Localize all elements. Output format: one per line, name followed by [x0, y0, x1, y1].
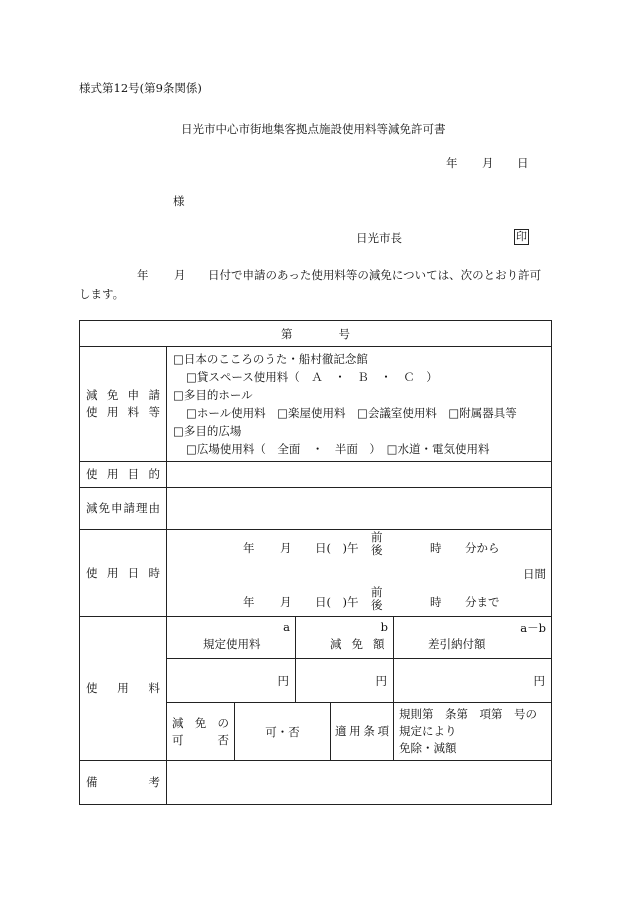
fee-header-row [80, 617, 552, 659]
request-options [167, 347, 552, 462]
issuer: 日光市長 [356, 231, 402, 245]
intro-month: 月 [174, 268, 186, 282]
datetime-cell [167, 530, 552, 617]
dt1-am: 前 [371, 530, 383, 544]
option-rental-space[interactable]: □貸スペース使用料（ Ａ ・ Ｂ ・ Ｃ ） [186, 370, 438, 384]
seal-text: 印 [516, 230, 527, 243]
fee-c-yen: 円 [533, 673, 545, 688]
dt1-hour: 時 [430, 541, 442, 555]
clause-line2: 規定により [399, 724, 457, 738]
dt2-day: 日( )午 [315, 595, 359, 609]
clause-line3: 免除・減額 [399, 741, 457, 755]
dt2-pm: 後 [371, 598, 383, 612]
fee-b-yen: 円 [375, 673, 387, 688]
number-left: 第 [281, 326, 293, 341]
option-plaza[interactable]: □多目的広場 [173, 424, 242, 438]
intro-line2: します。 [79, 287, 125, 301]
clause-text [394, 703, 552, 761]
fee-a-yen: 円 [277, 673, 289, 688]
option-hall-items[interactable]: □ホール使用料 □楽屋使用料 □会議室使用料 □附属器具等 [186, 406, 517, 420]
number-right: 号 [338, 326, 350, 341]
clause-line1: 規則第 条第 項第 号の [399, 707, 537, 721]
reason-label: 減免申請理由 [80, 488, 167, 530]
fee-c-header [394, 617, 552, 659]
fee-c-letter: a－b [520, 621, 546, 635]
date-year: 年 [446, 156, 458, 170]
dt2-month: 月 [280, 595, 292, 609]
fee-c-amount[interactable] [394, 659, 552, 703]
permit-form-table [79, 320, 552, 805]
approval-label-line1: 減免の [172, 715, 229, 730]
dt2-year: 年 [243, 595, 255, 609]
reason-value[interactable] [167, 488, 552, 530]
fee-a-header [167, 617, 296, 659]
remarks-label: 備考 [80, 761, 167, 805]
dt1-ampm [371, 531, 383, 557]
option-hall[interactable]: □多目的ホール [173, 388, 253, 402]
approval-label-line2: 可否 [172, 732, 229, 747]
datetime-label: 使用日時 [80, 530, 167, 617]
request-label-line2: 使用料等 [86, 405, 160, 419]
fee-label: 使用料 [80, 617, 167, 761]
remarks-row [80, 761, 552, 805]
addressee-suffix: 様 [173, 194, 185, 208]
date-month: 月 [482, 156, 494, 170]
number-row [80, 321, 552, 347]
fee-b-header [296, 617, 394, 659]
fee-a-letter: a [283, 620, 290, 634]
intro-text: 日付で申請のあった使用料等の減免については、次のとおり許可 [208, 268, 542, 282]
option-museum[interactable]: □日本のこころのうた・船村徹記念館 [173, 352, 368, 366]
seal-mark [514, 229, 529, 245]
document-title: 日光市中心市街地集客拠点施設使用料等減免許可書 [181, 122, 446, 136]
number-cell [80, 321, 552, 347]
reason-row [80, 488, 552, 530]
approval-label [167, 703, 235, 761]
approval-value[interactable]: 可・否 [235, 703, 331, 761]
datetime-row [80, 530, 552, 617]
fee-a-label: 規定使用料 [203, 637, 261, 651]
dt-days: 日間 [523, 567, 546, 581]
purpose-row [80, 462, 552, 488]
purpose-label: 使用目的 [80, 462, 167, 488]
form-number: 様式第12号(第9条関係) [79, 81, 202, 95]
dt1-month: 月 [280, 541, 292, 555]
fee-b-amount[interactable] [296, 659, 394, 703]
request-row [80, 347, 552, 462]
purpose-value[interactable] [167, 462, 552, 488]
request-label [80, 347, 167, 462]
dt1-day: 日( )午 [315, 541, 359, 555]
option-plaza-items[interactable]: □広場使用料（ 全面 ・ 半面 ） □水道・電気使用料 [186, 442, 490, 456]
intro-year: 年 [137, 268, 149, 282]
clause-label: 適用条項 [331, 703, 394, 761]
fee-a-amount[interactable] [167, 659, 296, 703]
fee-b-label: 減免額 [330, 637, 395, 651]
fee-b-letter: b [380, 620, 388, 634]
fee-c-label: 差引納付額 [428, 637, 486, 651]
dt1-pm: 後 [371, 543, 383, 557]
dt1-year: 年 [243, 541, 255, 555]
date-day: 日 [517, 156, 529, 170]
dt2-hour: 時 [430, 595, 442, 609]
dt2-am: 前 [371, 585, 383, 599]
request-label-line1: 減免申請 [86, 388, 160, 402]
dt2-ampm [371, 586, 383, 612]
dt2-to: 分まで [465, 595, 500, 609]
dt1-from: 分から [465, 541, 500, 555]
remarks-value[interactable] [167, 761, 552, 805]
